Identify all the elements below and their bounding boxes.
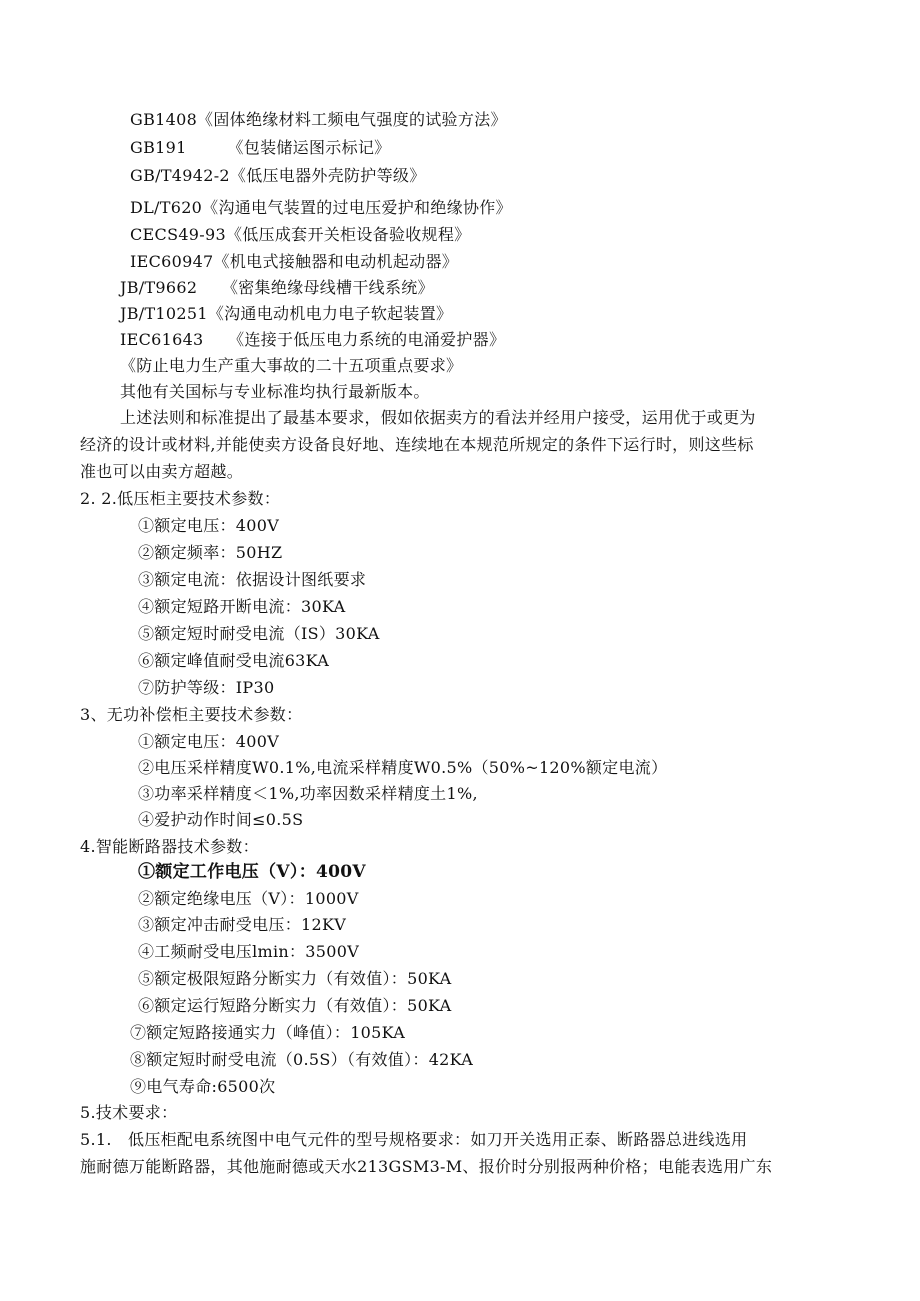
parameter-item: ⑦防护等级：IP30 — [138, 678, 275, 697]
standard-item: JB/T10251《沟通电动机电力电子软起装置》 — [120, 304, 453, 323]
section-heading: 3、无功补偿柜主要技术参数： — [80, 705, 303, 724]
parameter-item: ①额定电压：400V — [138, 516, 280, 535]
section-heading: 2. 2.低压柜主要技术参数： — [80, 489, 281, 508]
parameter-item: ④爱护动作时间≤0.5S — [138, 810, 304, 829]
standard-item: CECS49-93《低压成套开关柜设备验收规程》 — [130, 225, 471, 244]
standard-item: DL/T620《沟通电气装置的过电压爱护和绝缘协作》 — [130, 198, 512, 217]
other-standards-note: 其他有关国标与专业标准均执行最新版本。 — [120, 382, 430, 401]
parameter-item: ⑧额定短时耐受电流（0.5S）（有效值）：42KA — [130, 1050, 474, 1069]
standard-item: GB191 《包装储运图示标记》 — [130, 138, 391, 157]
paragraph-line: 准也可以由卖方超越。 — [80, 462, 244, 481]
parameter-item: ④工频耐受电压lmin：3500V — [138, 942, 360, 961]
parameter-item: ⑤额定短时耐受电流（IS）30KA — [138, 624, 380, 643]
paragraph-line: 施耐德万能断路器，其他施耐德或天水213GSM3-M、报价时分别报两种价格；电能表选用广东 — [80, 1157, 773, 1176]
standard-item: GB1408《固体绝缘材料工频电气强度的试验方法》 — [130, 110, 507, 129]
parameter-item: ⑨电气寿命:6500次 — [130, 1077, 276, 1096]
parameter-item: ③额定冲击耐受电压：12KV — [138, 915, 347, 934]
parameter-item: ⑥额定运行短路分断实力（有效值）：50KA — [138, 996, 452, 1015]
standard-item: IEC60947《机电式接触器和电动机起动器》 — [130, 252, 459, 271]
parameter-item: ④额定短路开断电流：30KA — [138, 597, 346, 616]
parameter-item: ②电压采样精度W0.1%,电流采样精度W0.5%（50%~120%额定电流） — [138, 758, 668, 777]
paragraph-line: 经济的设计或材料,并能使卖方设备良好地、连续地在本规范所规定的条件下运行时，则这些标 — [80, 435, 754, 454]
parameter-item: ⑦额定短路接通实力（峰值）：105KA — [130, 1023, 406, 1042]
section-heading: 5.技术要求： — [80, 1103, 178, 1122]
parameter-item: ①额定电压：400V — [138, 732, 280, 751]
parameter-item: ⑥额定峰值耐受电流63KA — [138, 651, 330, 670]
parameter-item: ②额定绝缘电压（V）：1000V — [138, 889, 359, 908]
standard-item: GB/T4942-2《低压电器外壳防护等级》 — [130, 166, 426, 185]
parameter-item: ⑤额定极限短路分断实力（有效值）：50KA — [138, 969, 452, 988]
parameter-item: ③功率采样精度＜1%,功率因数采样精度土1%, — [138, 784, 478, 803]
standard-item: IEC61643 《连接于低压电力系统的电涌爱护器》 — [120, 330, 506, 349]
section-heading: 4.智能断路器技术参数： — [80, 837, 259, 856]
parameter-item: ①额定工作电压（V）：400V — [138, 862, 366, 882]
parameter-item: ②额定频率：50HZ — [138, 543, 283, 562]
standard-item: 《防止电力生产重大事故的二十五项重点要求》 — [120, 356, 463, 375]
paragraph-line: 上述法则和标准提出了最基本要求，假如依据卖方的看法并经用户接受，运用优于或更为 — [120, 408, 756, 427]
parameter-item: ③额定电流：依据设计图纸要求 — [138, 570, 367, 589]
paragraph-line: 5.1. 低压柜配电系统图中电气元件的型号规格要求：如刀开关选用正泰、断路器总进线选用 — [80, 1130, 748, 1149]
standard-item: JB/T9662 《密集绝缘母线槽干线系统》 — [120, 278, 434, 297]
